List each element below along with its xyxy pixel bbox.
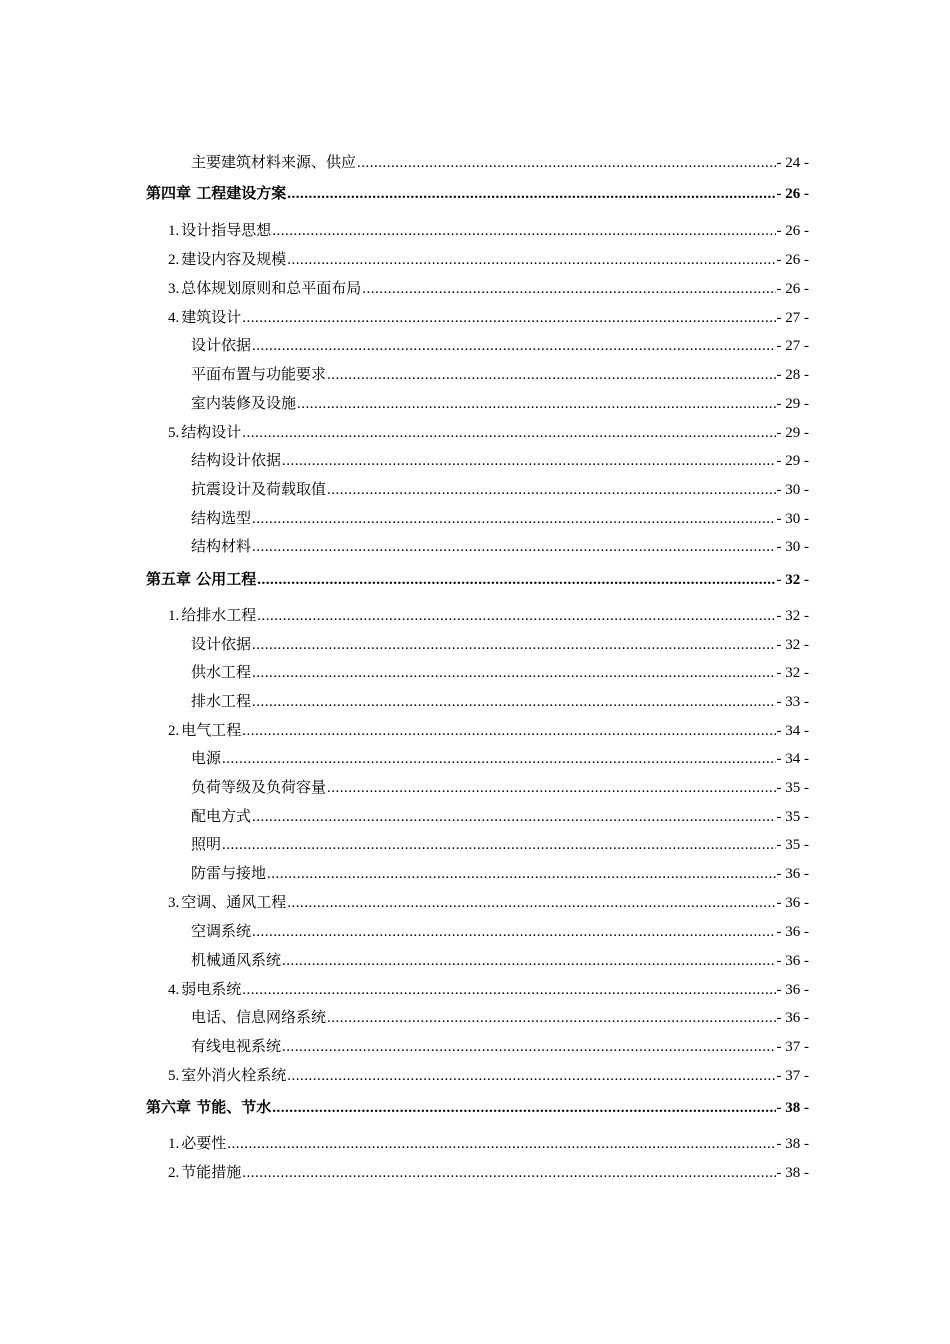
toc-dot-leader xyxy=(272,1098,775,1118)
toc-section-entry[interactable] xyxy=(168,1162,809,1183)
toc-dot-leader xyxy=(252,692,775,712)
toc-entry-label: 设计指导思想 xyxy=(181,221,272,239)
toc-section-entry[interactable] xyxy=(168,720,809,741)
toc-page-number: - 26 - xyxy=(776,186,809,202)
toc-page-number: - 30 - xyxy=(776,511,809,527)
toc-dot-leader xyxy=(282,1037,775,1057)
toc-subsection-entry[interactable] xyxy=(191,662,809,683)
toc-entry-number: 5. xyxy=(168,1068,180,1084)
toc-dot-leader xyxy=(242,1163,775,1183)
toc-entry-number: 1. xyxy=(168,608,180,624)
toc-page-number: - 30 - xyxy=(776,539,809,555)
toc-section-entry[interactable] xyxy=(168,979,809,1000)
toc-entry-label: 结构设计依据 xyxy=(191,451,282,469)
toc-entry-label: 负荷等级及负荷容量 xyxy=(191,778,327,796)
toc-chapter-entry[interactable] xyxy=(146,183,809,204)
toc-entry-number: 4. xyxy=(168,310,180,326)
toc-dot-leader xyxy=(252,336,775,356)
toc-entry-label: 电话、信息网络系统 xyxy=(191,1008,327,1026)
toc-entry-label: 必要性 xyxy=(181,1134,227,1152)
toc-entry-label: 抗震设计及荷载取值 xyxy=(191,480,327,498)
toc-entry-label: 供水工程 xyxy=(191,663,252,681)
toc-entry-number: 2. xyxy=(168,1165,180,1181)
toc-page-number: - 24 - xyxy=(776,155,809,171)
toc-page-number: - 38 - xyxy=(776,1100,809,1116)
toc-page-number: - 34 - xyxy=(776,751,809,767)
toc-entry-number: 3. xyxy=(168,895,180,911)
toc-page-number: - 26 - xyxy=(776,223,809,239)
toc-dot-leader xyxy=(222,835,775,855)
toc-page-number: - 35 - xyxy=(776,837,809,853)
toc-page-number: - 35 - xyxy=(776,809,809,825)
toc-dot-leader xyxy=(227,1134,775,1154)
toc-section-entry[interactable] xyxy=(168,422,809,443)
toc-subsection-entry[interactable] xyxy=(191,691,809,712)
toc-entry-label: 第六章 节能、节水 xyxy=(146,1098,272,1116)
toc-page-number: - 36 - xyxy=(776,953,809,969)
toc-dot-leader xyxy=(287,1066,775,1086)
toc-page-number: - 29 - xyxy=(776,425,809,441)
toc-subsection-entry[interactable] xyxy=(191,950,809,971)
toc-page-number: - 32 - xyxy=(776,608,809,624)
toc-dot-leader xyxy=(252,922,775,942)
toc-page-number: - 28 - xyxy=(776,367,809,383)
toc-page-number: - 32 - xyxy=(776,637,809,653)
toc-page-number: - 36 - xyxy=(776,866,809,882)
toc-page-number: - 33 - xyxy=(776,694,809,710)
toc-subsection-entry[interactable] xyxy=(191,335,809,356)
toc-entry-label: 给排水工程 xyxy=(181,606,257,624)
toc-entry-number: 3. xyxy=(168,281,180,297)
toc-entry-number: 1. xyxy=(168,1136,180,1152)
toc-dot-leader xyxy=(272,221,775,241)
toc-entry-label: 设计依据 xyxy=(191,635,252,653)
toc-section-entry[interactable] xyxy=(168,1065,809,1086)
toc-entry-label: 空调系统 xyxy=(191,922,252,940)
toc-page-number: - 38 - xyxy=(776,1165,809,1181)
toc-subsection-entry[interactable] xyxy=(191,1036,809,1057)
toc-entry-label: 机械通风系统 xyxy=(191,951,282,969)
toc-page-number: - 36 - xyxy=(776,895,809,911)
toc-page-number: - 29 - xyxy=(776,396,809,412)
toc-subsection-entry[interactable] xyxy=(191,479,809,500)
toc-entry-label: 室外消火栓系统 xyxy=(181,1066,287,1084)
toc-dot-leader xyxy=(222,749,775,769)
toc-entry-label: 建筑设计 xyxy=(181,308,242,326)
toc-dot-leader xyxy=(287,184,775,204)
toc-section-entry[interactable] xyxy=(168,605,809,626)
toc-dot-leader xyxy=(252,807,775,827)
toc-entry-label: 电源 xyxy=(191,749,222,767)
toc-section-entry[interactable] xyxy=(168,892,809,913)
toc-subsection-entry[interactable] xyxy=(191,152,809,173)
toc-subsection-entry[interactable] xyxy=(191,863,809,884)
toc-page-number: - 27 - xyxy=(776,310,809,326)
toc-dot-leader xyxy=(267,864,775,884)
toc-dot-leader xyxy=(327,365,775,385)
toc-page-number: - 30 - xyxy=(776,482,809,498)
toc-entry-label: 有线电视系统 xyxy=(191,1037,282,1055)
toc-dot-leader xyxy=(287,250,775,270)
toc-dot-leader xyxy=(327,778,775,798)
toc-section-entry[interactable] xyxy=(168,278,809,299)
toc-dot-leader xyxy=(252,635,775,655)
toc-entry-label: 结构材料 xyxy=(191,537,252,555)
toc-dot-leader xyxy=(242,423,775,443)
toc-entry-number: 4. xyxy=(168,982,180,998)
toc-chapter-entry[interactable] xyxy=(146,1097,809,1118)
toc-entry-label: 主要建筑材料来源、供应 xyxy=(191,153,357,171)
toc-dot-leader xyxy=(252,663,775,683)
toc-page-number: - 36 - xyxy=(776,1010,809,1026)
toc-dot-leader xyxy=(287,893,775,913)
toc-subsection-entry[interactable] xyxy=(191,634,809,655)
toc-page-number: - 37 - xyxy=(776,1068,809,1084)
toc-entry-label: 结构设计 xyxy=(181,423,242,441)
toc-entry-label: 排水工程 xyxy=(191,692,252,710)
toc-subsection-entry[interactable] xyxy=(191,393,809,414)
toc-subsection-entry[interactable] xyxy=(191,1007,809,1028)
toc-subsection-entry[interactable] xyxy=(191,450,809,471)
toc-entry-number: 5. xyxy=(168,425,180,441)
toc-dot-leader xyxy=(242,308,775,328)
toc-page-number: - 32 - xyxy=(776,572,809,588)
toc-subsection-entry[interactable] xyxy=(191,748,809,769)
toc-entry-label: 总体规划原则和总平面布局 xyxy=(181,279,362,297)
toc-entry-label: 第四章 工程建设方案 xyxy=(146,184,287,202)
toc-entry-label: 第五章 公用工程 xyxy=(146,570,257,588)
toc-entry-label: 配电方式 xyxy=(191,807,252,825)
toc-dot-leader xyxy=(362,279,775,299)
toc-entry-label: 照明 xyxy=(191,835,222,853)
toc-subsection-entry[interactable] xyxy=(191,364,809,385)
toc-section-entry[interactable] xyxy=(168,220,809,241)
toc-dot-leader xyxy=(252,509,775,529)
toc-entry-label: 节能措施 xyxy=(181,1163,242,1181)
toc-subsection-entry[interactable] xyxy=(191,536,809,557)
toc-page-number: - 26 - xyxy=(776,281,809,297)
toc-subsection-entry[interactable] xyxy=(191,921,809,942)
toc-subsection-entry[interactable] xyxy=(191,806,809,827)
toc-page-number: - 36 - xyxy=(776,982,809,998)
toc-entry-label: 室内装修及设施 xyxy=(191,394,297,412)
toc-section-entry[interactable] xyxy=(168,307,809,328)
toc-page-number: - 37 - xyxy=(776,1039,809,1055)
toc-entry-label: 电气工程 xyxy=(181,721,242,739)
toc-dot-leader xyxy=(257,570,775,590)
toc-page-number: - 26 - xyxy=(776,252,809,268)
toc-dot-leader xyxy=(297,394,775,414)
toc-dot-leader xyxy=(357,153,775,173)
toc-dot-leader xyxy=(282,951,775,971)
toc-entry-number: 1. xyxy=(168,223,180,239)
toc-entry-label: 平面布置与功能要求 xyxy=(191,365,327,383)
toc-entry-label: 结构选型 xyxy=(191,509,252,527)
toc-section-entry[interactable] xyxy=(168,1133,809,1154)
toc-dot-leader xyxy=(242,980,775,1000)
toc-section-entry[interactable] xyxy=(168,249,809,270)
toc-entry-number: 2. xyxy=(168,252,180,268)
toc-dot-leader xyxy=(327,1008,775,1028)
toc-page-number: - 29 - xyxy=(776,453,809,469)
toc-entry-number: 2. xyxy=(168,723,180,739)
toc-dot-leader xyxy=(242,721,775,741)
toc-subsection-entry[interactable] xyxy=(191,834,809,855)
toc-dot-leader xyxy=(257,606,775,626)
toc-dot-leader xyxy=(282,451,775,471)
toc-page-number: - 38 - xyxy=(776,1136,809,1152)
toc-entry-label: 空调、通风工程 xyxy=(181,893,287,911)
toc-entry-label: 建设内容及规模 xyxy=(181,250,287,268)
toc-dot-leader xyxy=(327,480,775,500)
toc-subsection-entry[interactable] xyxy=(191,508,809,529)
toc-page-number: - 32 - xyxy=(776,665,809,681)
toc-page-number: - 27 - xyxy=(776,338,809,354)
toc-chapter-entry[interactable] xyxy=(146,569,809,590)
toc-entry-label: 弱电系统 xyxy=(181,980,242,998)
toc-subsection-entry[interactable] xyxy=(191,777,809,798)
toc-page-number: - 35 - xyxy=(776,780,809,796)
toc-entry-label: 防雷与接地 xyxy=(191,864,267,882)
toc-entry-label: 设计依据 xyxy=(191,336,252,354)
toc-page-number: - 34 - xyxy=(776,723,809,739)
toc-dot-leader xyxy=(252,537,775,557)
toc-page-number: - 36 - xyxy=(776,924,809,940)
